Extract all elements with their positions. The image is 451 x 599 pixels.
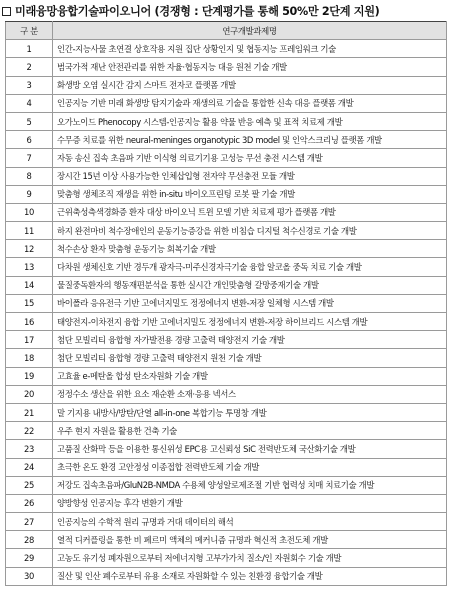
table-row bbox=[6, 567, 447, 585]
row-project-title: 질산 및 인산 폐수로부터 유용 소재로 자원화할 수 있는 친환경 융합기술 개발 bbox=[53, 567, 447, 585]
table-row bbox=[6, 167, 447, 185]
row-number: 9 bbox=[6, 185, 53, 203]
row-project-title: 맞춤형 생체조직 재생을 위한 in-situ 바이오프린팅 로봇 팔 기술 개발 bbox=[53, 185, 447, 203]
row-number: 25 bbox=[6, 476, 53, 494]
row-number: 5 bbox=[6, 112, 53, 130]
table-row bbox=[6, 458, 447, 476]
row-number: 6 bbox=[6, 131, 53, 149]
row-number: 16 bbox=[6, 313, 53, 331]
row-number: 23 bbox=[6, 440, 53, 458]
row-number: 7 bbox=[6, 149, 53, 167]
row-number: 3 bbox=[6, 76, 53, 94]
row-project-title: 첨단 모빌리티 융합형 경량 고출력 태양전지 원천 기술 개발 bbox=[53, 349, 447, 367]
table-row bbox=[6, 440, 447, 458]
row-number: 1 bbox=[6, 40, 53, 58]
row-number: 2 bbox=[6, 58, 53, 76]
row-project-title: 초극한 온도 환경 고안정성 이종접합 전력반도체 기술 개발 bbox=[53, 458, 447, 476]
row-project-title: 인간-지능사물 초연결 상호작용 지원 집단 상황인지 및 협동지능 프레임워크 기술 bbox=[53, 40, 447, 58]
table-row bbox=[6, 367, 447, 385]
row-project-title: 고효율 e-메탄올 합성 탄소자원화 기술 개발 bbox=[53, 367, 447, 385]
table-row bbox=[6, 94, 447, 112]
table-row bbox=[6, 258, 447, 276]
row-project-title: 수무증 치료를 위한 neural-meninges organotypic 3D model 및 인악스크리닝 플랫폼 개발 bbox=[53, 131, 447, 149]
table-row bbox=[6, 76, 447, 94]
row-project-title: 우주 현지 자원을 활용한 건축 기술 bbox=[53, 422, 447, 440]
row-number: 15 bbox=[6, 294, 53, 312]
row-project-title: 인공지능의 수학적 원리 규명과 거대 데이터의 해석 bbox=[53, 513, 447, 531]
row-number: 18 bbox=[6, 349, 53, 367]
table-row bbox=[6, 58, 447, 76]
table-row bbox=[6, 203, 447, 221]
table-header-row bbox=[6, 22, 447, 40]
row-project-title: 열적 디커플링을 통한 비 페르미 액체의 메커니즘 규명과 혁신적 초전도체 개발 bbox=[53, 531, 447, 549]
row-project-title: 말 기지용 내방사/방탄/단열 all-in-one 복합기능 투명창 개발 bbox=[53, 403, 447, 421]
row-number: 27 bbox=[6, 513, 53, 531]
header-category: 구 분 bbox=[6, 22, 53, 40]
table-row bbox=[6, 331, 447, 349]
row-project-title: 범국가적 재난 안전관리를 위한 자율·협동지능 대응 원천 기술 개발 bbox=[53, 58, 447, 76]
table-row bbox=[6, 112, 447, 130]
row-project-title: 다차원 생체신호 기반 경두개 광자극-미주신경자극기술 융합 알코올 중독 치료 기술 개발 bbox=[53, 258, 447, 276]
row-number: 11 bbox=[6, 222, 53, 240]
table-row bbox=[6, 185, 447, 203]
table-row bbox=[6, 494, 447, 512]
row-project-title: 장시간 15년 이상 사용가능한 인체삽입형 전자약 무선충전 모듈 개발 bbox=[53, 167, 447, 185]
row-number: 28 bbox=[6, 531, 53, 549]
table-row bbox=[6, 531, 447, 549]
table-row bbox=[6, 294, 447, 312]
table-row bbox=[6, 222, 447, 240]
table-row bbox=[6, 349, 447, 367]
row-project-title: 정정수소 생산을 위한 요소 재순환 소재·응용 넥서스 bbox=[53, 385, 447, 403]
table-row bbox=[6, 385, 447, 403]
table-row bbox=[6, 40, 447, 58]
row-number: 4 bbox=[6, 94, 53, 112]
header-project-title: 연구개발과제명 bbox=[53, 22, 447, 40]
table-row bbox=[6, 313, 447, 331]
row-number: 13 bbox=[6, 258, 53, 276]
row-project-title: 인공지능 기반 미래 화생방 탐지기술과 재생의료 기술을 통합한 신속 대응 플랫폼 개발 bbox=[53, 94, 447, 112]
row-number: 24 bbox=[6, 458, 53, 476]
row-number: 17 bbox=[6, 331, 53, 349]
row-project-title: 자동 송신 집속 초음파 기반 이식형 의료기기용 고성능 무선 충전 시스템 개발 bbox=[53, 149, 447, 167]
row-number: 26 bbox=[6, 494, 53, 512]
table-row bbox=[6, 149, 447, 167]
table-row bbox=[6, 513, 447, 531]
row-number: 8 bbox=[6, 167, 53, 185]
section-title: 미래융망융합기술파이오니어 (경쟁형 : 단계평가를 통해 50%만 2단계 지원) bbox=[15, 5, 380, 18]
table-row bbox=[6, 276, 447, 294]
row-number: 10 bbox=[6, 203, 53, 221]
row-number: 22 bbox=[6, 422, 53, 440]
row-project-title: 태양전지-이차전지 융합 기반 고에너지밀도 정정에너지 변환-저장 하이브리드 시스템 개발 bbox=[53, 313, 447, 331]
row-number: 30 bbox=[6, 567, 53, 585]
row-number: 14 bbox=[6, 276, 53, 294]
table-row bbox=[6, 549, 447, 567]
row-number: 19 bbox=[6, 367, 53, 385]
row-number: 12 bbox=[6, 240, 53, 258]
row-project-title: 저강도 집속초음파/GluN2B-NMDA 수용체 양성알로제조절 기반 협력성 치매 치료기술 개발 bbox=[53, 476, 447, 494]
project-table bbox=[5, 21, 447, 586]
table-row bbox=[6, 476, 447, 494]
row-project-title: 척수손상 환자 맞춤형 운동기능 회복기술 개발 bbox=[53, 240, 447, 258]
row-project-title: 고품질 산화막 등을 이용한 통신위성 EPC용 고신뢰성 SiC 전력반도체 국산화기술 개발 bbox=[53, 440, 447, 458]
table-row bbox=[6, 403, 447, 421]
section-heading bbox=[2, 3, 379, 19]
row-project-title: 오가노이드 Phenocopy 시스템-인공지능 활용 약물 반응 예측 및 표적 치료제 개발 bbox=[53, 112, 447, 130]
row-project-title: 물질중독환자의 행동재편분석을 통한 실시간 개인맞춤형 갈망중재기술 개발 bbox=[53, 276, 447, 294]
table-row bbox=[6, 422, 447, 440]
checkbox-icon bbox=[2, 7, 11, 16]
row-project-title: 첨단 모빌리티 융합형 자가발전용 경량 고출력 태양전지 기술 개발 bbox=[53, 331, 447, 349]
row-number: 20 bbox=[6, 385, 53, 403]
table-row bbox=[6, 131, 447, 149]
row-number: 29 bbox=[6, 549, 53, 567]
row-project-title: 화생방 오염 실시간 감지 스마트 전자코 플랫폼 개발 bbox=[53, 76, 447, 94]
row-project-title: 하지 완전마비 척수장애인의 운동기능증강을 위한 비침습 디지털 척수신경로 기술 개발 bbox=[53, 222, 447, 240]
row-project-title: 근위축성측색경화증 환자 대상 바이오닉 트윈 모델 기반 치료제 평가 플랫폼 개발 bbox=[53, 203, 447, 221]
row-project-title: 양방향성 인공지능 후각 변환기 개발 bbox=[53, 494, 447, 512]
row-number: 21 bbox=[6, 403, 53, 421]
row-project-title: 바이폴라 응유전극 기반 고에너지밀도 정정에너지 변환-저장 일체형 시스템 개발 bbox=[53, 294, 447, 312]
table-row bbox=[6, 240, 447, 258]
row-project-title: 고농도 유기성 폐자원으로부터 저에너지형 고부가가치 질소/인 자원회수 기술 개발 bbox=[53, 549, 447, 567]
